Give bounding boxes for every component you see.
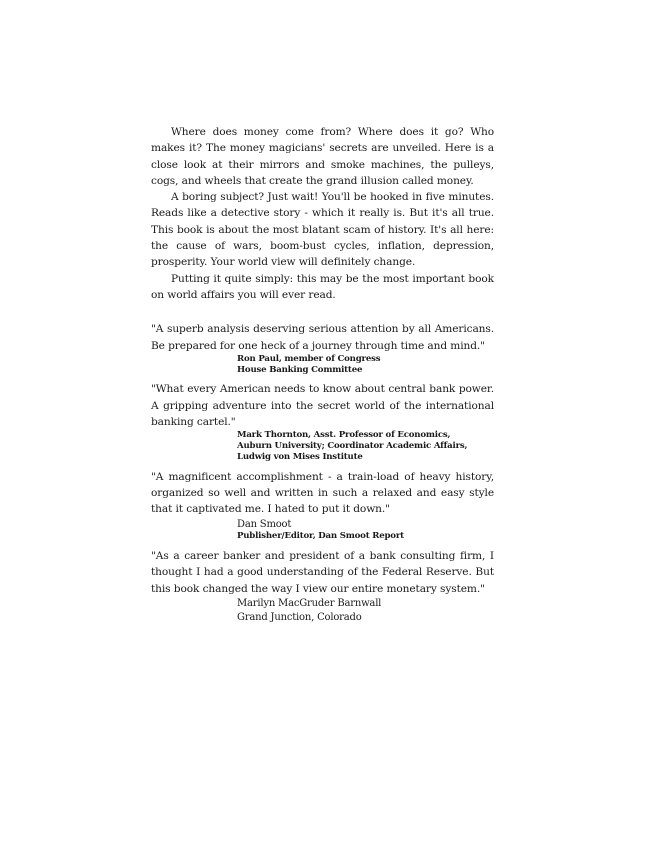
review-item [151,381,494,462]
attribution-line: Dan Smoot [237,518,292,530]
review-quote: "A superb analysis deserving serious attention by all Americans. Be prepared for one heck of a journey through time and mind." [151,323,494,352]
review-attribution [237,430,494,462]
blurb-paragraph: Where does money come from? Where does it go? Who makes it? The money magicians' secrets are unveiled. Here is a close look at their mirrors and smoke machines, the pulleys, cogs, and wheels that create the grand illusion called money. [151,126,494,187]
attribution-line: Auburn University; Coordinator Academic Affairs, [237,441,468,452]
attribution-line: Ron Paul, member of Congress [237,353,381,364]
review-quote: "A magnificent accomplishment - a train-load of heavy history, organized so well and written in such a relaxed and easy style that it captivated me. I hated to put it down." [151,470,494,516]
review-item [151,548,494,624]
review-item [151,321,494,375]
review-quote: "As a career banker and president of a bank consulting firm, I thought I had a good understanding of the Federal Reserve. But this book changed the way I view our entire monetary system." [151,550,494,595]
back-cover-page [151,124,494,630]
attribution-line: Publisher/Editor, Dan Smoot Report [237,531,404,542]
review-attribution [237,354,494,376]
review-attribution [237,518,494,543]
review-attribution [237,597,494,624]
attribution-line: Mark Thornton, Asst. Professor of Economics, [237,430,451,441]
attribution-line: Ludwig von Mises Institute [237,451,363,462]
review-item [151,469,494,542]
book-blurb [151,124,494,303]
blurb-paragraph: A boring subject? Just wait! You'll be hooked in five minutes. Reads like a detective story - which it really is. But it's all true. This book is about the most blatant scam of history. It's all here: the cause of wars, boom-bust cycles, inflation, depression, prosperity. Your world view will definitely change. [151,191,494,269]
blurb-paragraph: Putting it quite simply: this may be the most important book on world affairs you will ever read. [151,272,494,301]
attribution-line: Marilyn MacGruder Barnwall [237,598,382,610]
review-quote: "What every American needs to know about central bank power. A gripping adventure into the secret world of the international banking cartel." [151,383,494,429]
attribution-line: House Banking Committee [237,364,363,375]
review-list [151,321,494,624]
attribution-line: Grand Junction, Colorado [237,611,362,623]
